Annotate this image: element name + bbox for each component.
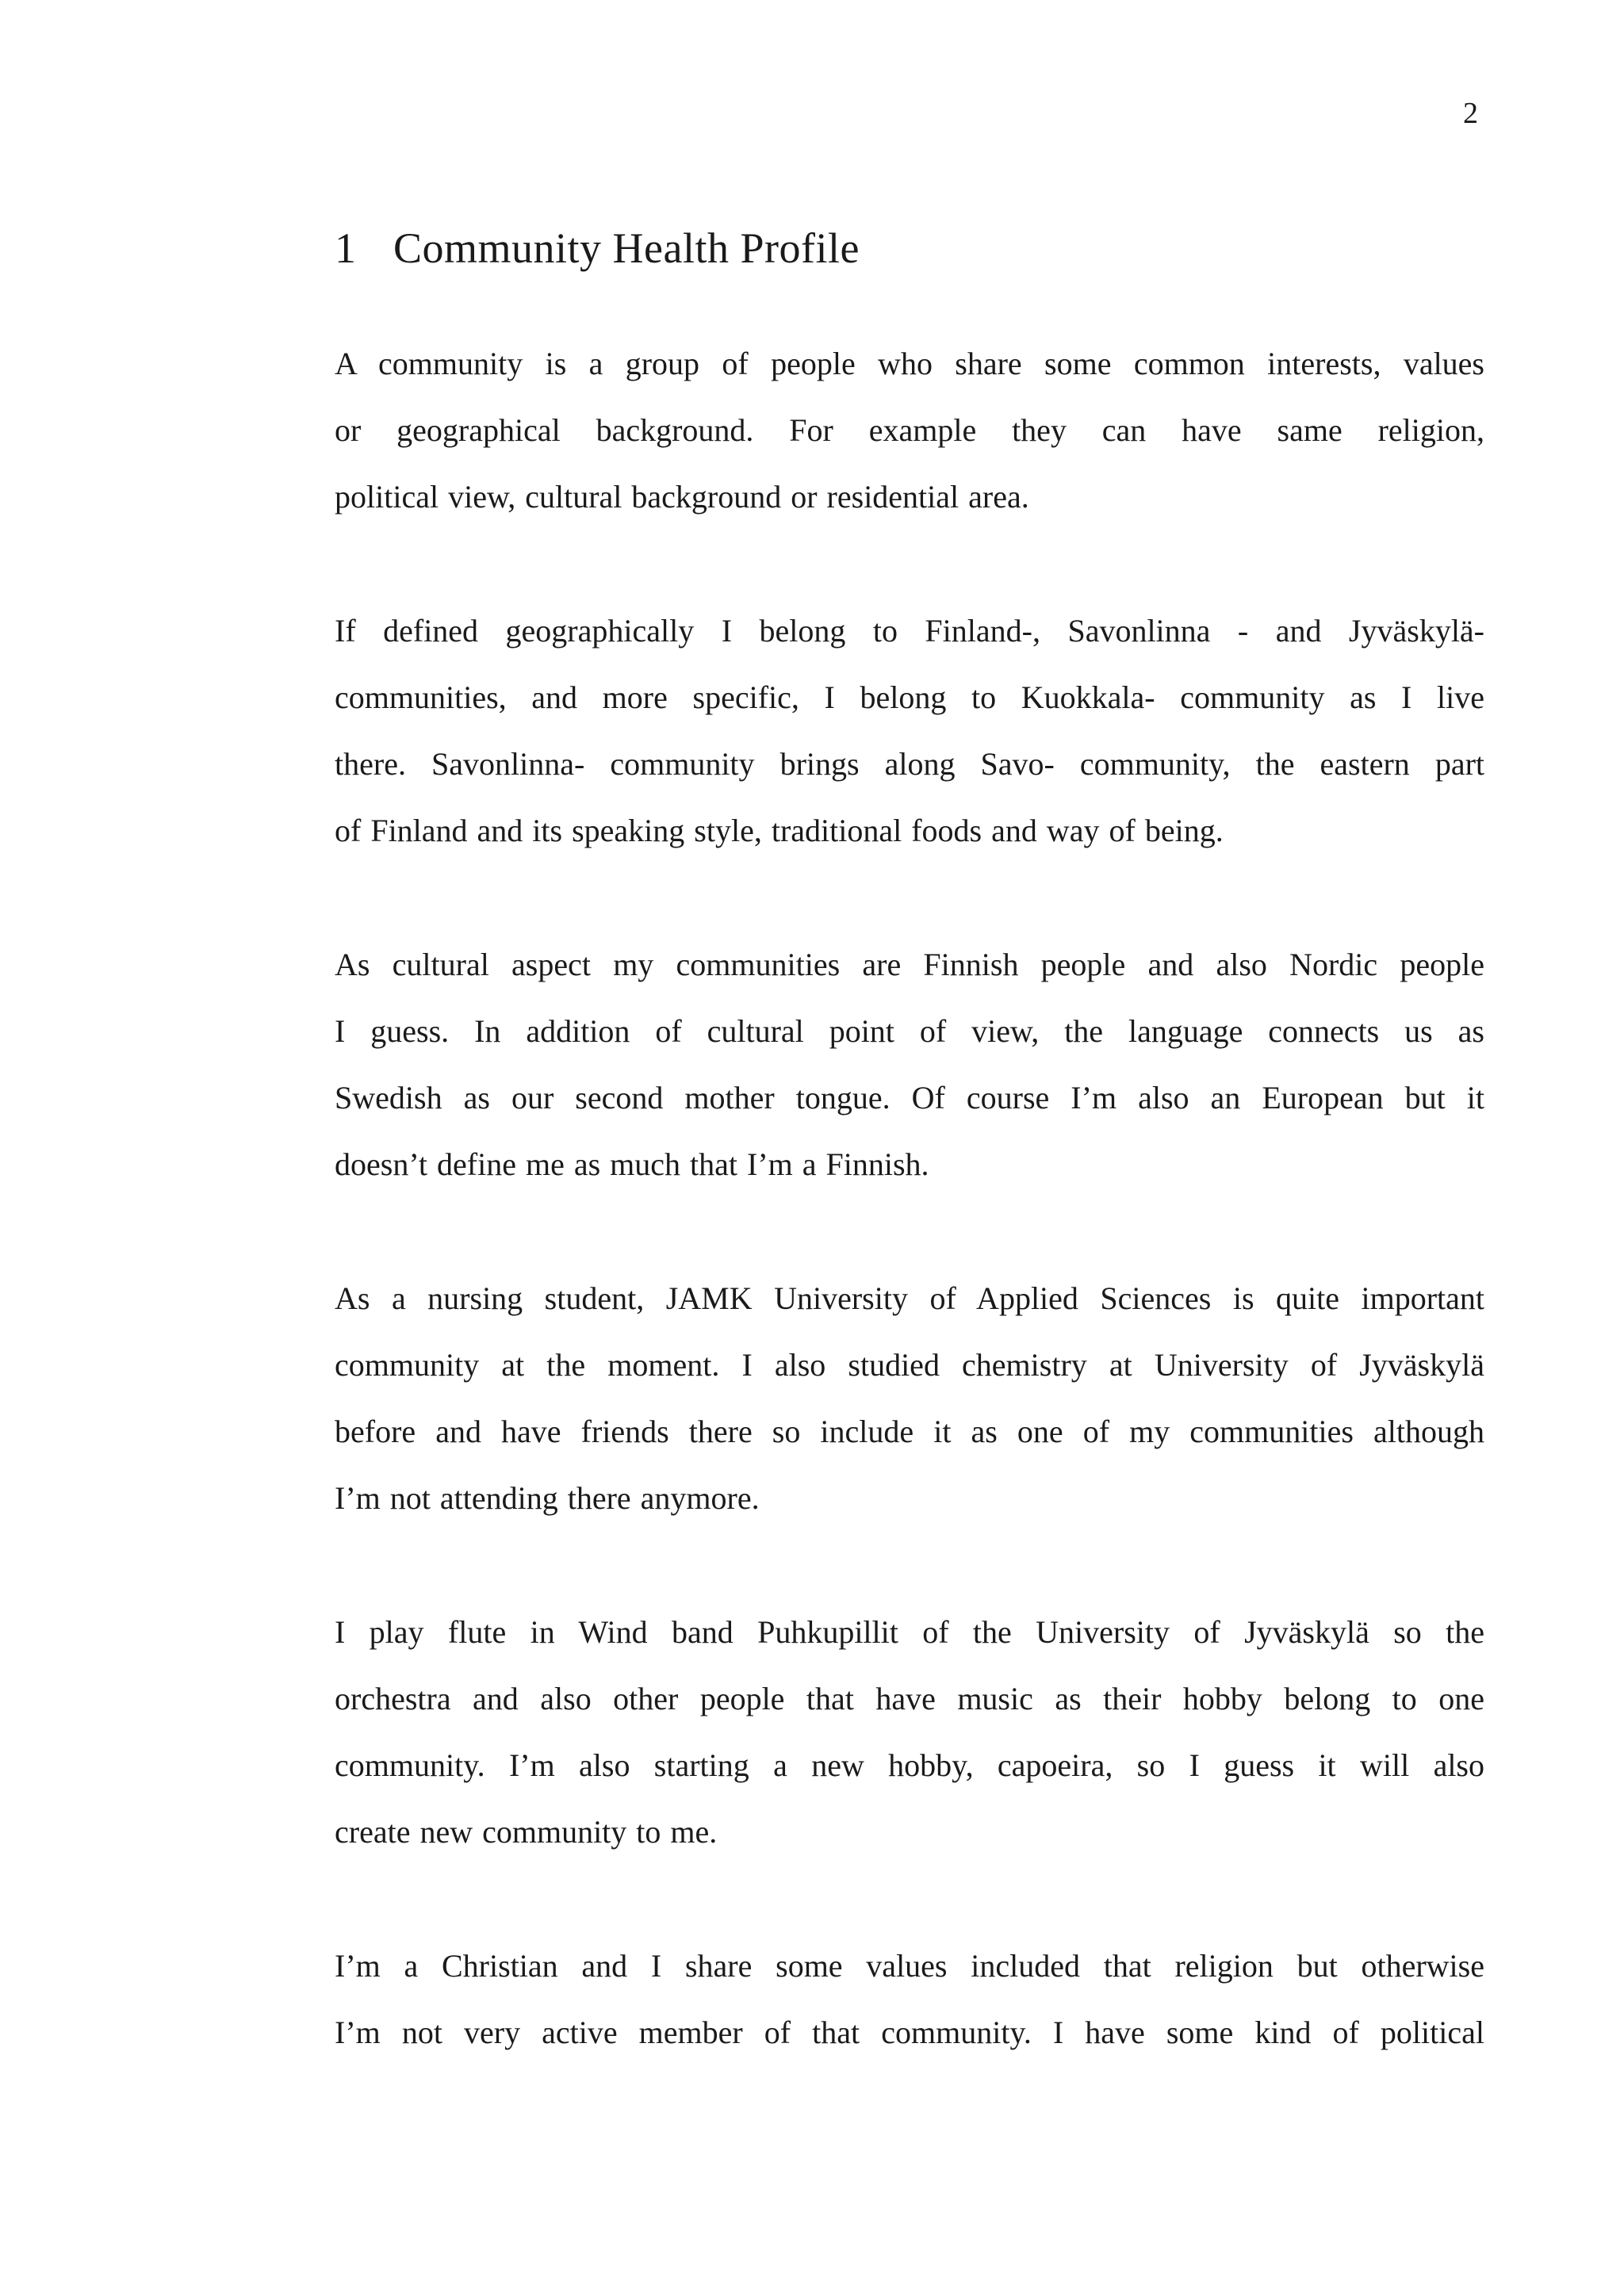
section-number: 1 [335,224,357,272]
text-line: of Finland and its speaking style, traditional foods and way of being. [335,813,1224,848]
text-line: political view, cultural background or residential area. [335,479,1029,515]
text-line: create new community to me. [335,1814,718,1850]
text-line: community at the moment. I also studied chemistry at University of Jyväskylä [335,1347,1484,1383]
text-line: there. Savonlinna- community brings along Savo- community, the eastern part [335,746,1484,782]
text-line: If defined geographically I belong to Finland-, Savonlinna - and Jyväskylä- [335,613,1484,649]
text-line: orchestra and also other people that have music as their hobby belong to one [335,1681,1484,1716]
text-line: communities, and more specific, I belong to Kuokkala- community as I live [335,679,1484,715]
section-heading [335,224,860,272]
text-line: As cultural aspect my communities are Finnish people and also Nordic people [335,947,1484,982]
text-line: or geographical background. For example they can have same religion, [335,412,1484,448]
text-line: I’m a Christian and I share some values included that religion but otherwise [335,1948,1484,1984]
text-line: As a nursing student, JAMK University of Applied Sciences is quite important [335,1280,1484,1316]
text-line: Swedish as our second mother tongue. Of course I’m also an European but it [335,1080,1484,1115]
text-line: I guess. In addition of cultural point of view, the language connects us as [335,1013,1484,1049]
text-line: A community is a group of people who share some common interests, values [335,346,1484,381]
text-line: I play flute in Wind band Puhkupillit of the University of Jyväskylä so the [335,1614,1484,1650]
page-number: 2 [1463,97,1478,130]
section-title: Community Health Profile [393,224,860,272]
text-line: I’m not very active member of that community. I have some kind of political [335,2015,1484,2050]
text-line: community. I’m also starting a new hobby, capoeira, so I guess it will also [335,1747,1484,1783]
text-line: I’m not attending there anymore. [335,1480,760,1516]
text-line: before and have friends there so include it as one of my communities although [335,1414,1484,1449]
text-line: doesn’t define me as much that I’m a Finnish. [335,1146,929,1182]
